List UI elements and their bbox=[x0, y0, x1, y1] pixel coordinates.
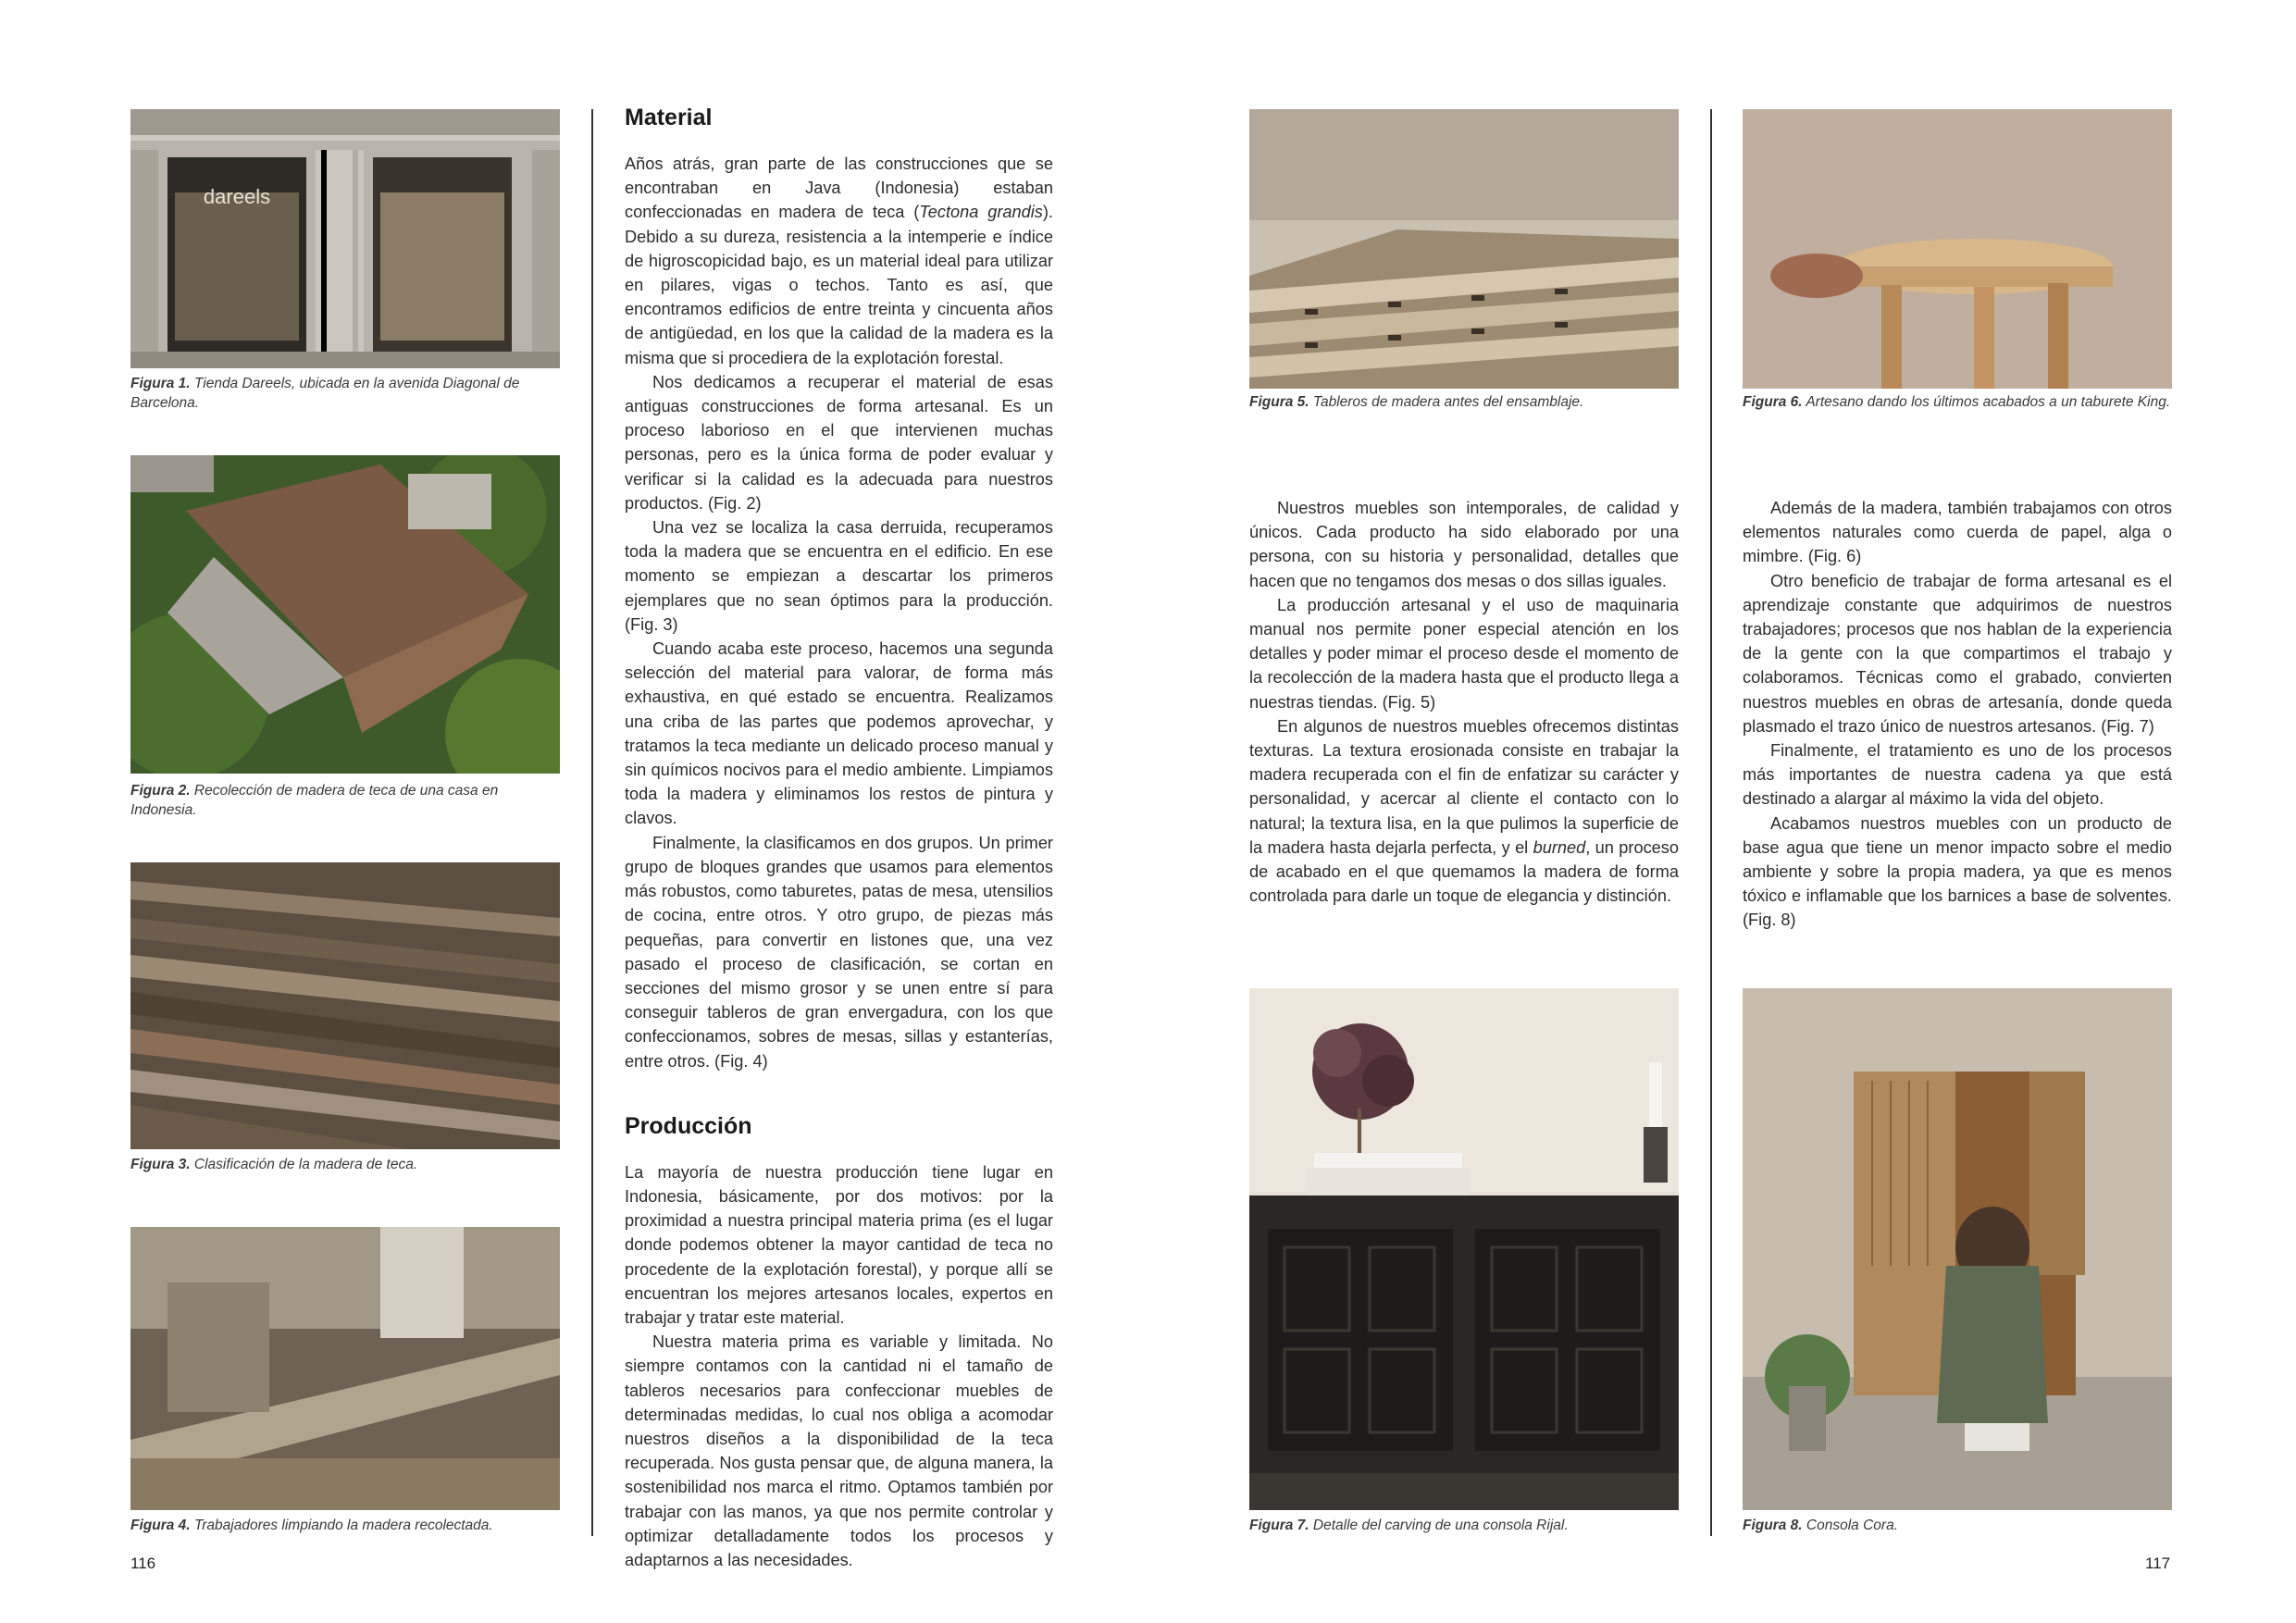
figure-7-caption: Figura 7. Detalle del carving de una consola Rijal. bbox=[1249, 1518, 1569, 1533]
figure-1-photo bbox=[130, 109, 560, 368]
produccion-heading: Producción bbox=[625, 1112, 752, 1139]
right-col2-paragraph-4: Acabamos nuestros muebles con un producto de base agua que tiene un menor impacto sobre el medio ambiente y sobre la propia madera, ya que es menos tóxico e inflamable que los barnices a base de solventes. (Fig. 8) bbox=[1743, 813, 2172, 930]
column-divider-right bbox=[1710, 109, 1712, 1536]
material-paragraph-2: Nos dedicamos a recuperar el material de esas antiguas construcciones de forma artesanal. Es un proceso laborioso en el que intervienen muchas personas, pero es la única forma de poder evaluar y verificar si la calidad es la adecuada para nuestros productos. (Fig. 2) bbox=[625, 372, 1053, 513]
right-col1-paragraph-3: En algunos de nuestros muebles ofrecemos distintas texturas. La textura erosionada consiste en trabajar la madera recuperada con el fin de enfatizar su carácter y personalidad, y acercar al cliente el contacto con lo natural; la textura lisa, en la que pulimos la superficie de la madera hasta dejarla perfecta, y el burned, un proceso de acabado en el que quemamos la madera de forma controlada para darle un toque de elegancia y distinción. bbox=[1249, 716, 1679, 906]
right-col2-paragraph-3: Finalmente, el tratamiento es uno de los procesos más importantes de nuestra cadena ya que está destinado a alargar al máximo la vida del objeto. bbox=[1743, 741, 2172, 809]
figure-6-photo bbox=[1743, 109, 2172, 389]
figure-3-photo bbox=[130, 862, 560, 1149]
figure-2-caption: Figura 2. Recolección de madera de teca de una casa en Indonesia. bbox=[130, 783, 499, 818]
figure-8-caption: Figura 8. Consola Cora. bbox=[1743, 1518, 1898, 1533]
material-column bbox=[625, 104, 1053, 1572]
figure-5-caption: Figura 5. Tableros de madera antes del ensamblaje. bbox=[1249, 394, 1584, 410]
figure-3-caption: Figura 3. Clasificación de la madera de teca. bbox=[130, 1157, 418, 1172]
right-col2-paragraph-2: Otro beneficio de trabajar de forma artesanal es el aprendizaje constante que adquirimos de nuestros trabajadores; procesos que nos hablan de la experiencia de la gente con la que compartimos el trabajo y colaboramos. Técnicas como el grabado, convierten nuestros muebles en obras de artesanía, donde queda plasmado el trazo único de nuestros artesanos. (Fig. 7) bbox=[1743, 571, 2172, 736]
right-column-1 bbox=[1249, 496, 1679, 908]
figure-8-photo bbox=[1743, 988, 2172, 1510]
material-paragraph-1: Años atrás, gran parte de las construcciones que se encontraban en Java (Indonesia) estaban confeccionadas en madera de teca (Tectona grandis). Debido a su dureza, resistencia a la intemperie e índice de higroscopicidad bajo, es un material ideal para utilizar en pilares, vigas o techos. Tanto es así, que encontramos edificios de entre treinta y cincuenta años de antigüedad, en los que la calidad de la madera es la misma que si procediera de la explotación forestal. bbox=[625, 155, 1053, 367]
figure-6-caption: Figura 6. Artesano dando los últimos acabados a un taburete King. bbox=[1743, 394, 2171, 410]
figure-7-photo bbox=[1249, 988, 1679, 1510]
right-column-2 bbox=[1743, 496, 2172, 933]
figure-4-caption: Figura 4. Trabajadores limpiando la madera recolectada. bbox=[130, 1518, 493, 1533]
material-paragraph-4: Cuando acaba este proceso, hacemos una segunda selección del material para valorar, de forma más exhaustiva, en qué estado se encuentra. Realizamos una criba de las partes que podemos aprovechar, y tratamos la teca mediante un delicado proceso manual y sin químicos nocivos para el medio ambiente. Limpiamos toda la madera y eliminamos los restos de pintura y clavos. bbox=[625, 639, 1053, 828]
material-heading: Material bbox=[625, 105, 713, 130]
page-number-left: 116 bbox=[130, 1555, 156, 1572]
material-paragraph-3: Una vez se localiza la casa derruida, recuperamos toda la madera que se encuentra en el edificio. En ese momento se empiezan a descartar los primeros ejemplares que no sean óptimos para la producción. (Fig. 3) bbox=[625, 518, 1053, 634]
material-paragraph-5: Finalmente, la clasificamos en dos grupos. Un primer grupo de bloques grandes que usamos para elementos más robustos, como taburetes, patas de mesa, utensilios de cocina, entre otros. Y otro grupo, de piezas más pequeñas, para convertir en listones que, una vez pasado el proceso de clasificación, se cortan en secciones del mismo grosor y se unen entre sí para conseguir tableros de gran envergadura, con los que confeccionamos, sobres de mesas, sillas y estanterías, entre otros. (Fig. 4) bbox=[625, 833, 1053, 1071]
page-number-right: 117 bbox=[2145, 1555, 2171, 1572]
figure-2-photo bbox=[130, 455, 560, 774]
figure-1-caption: Figura 1. Tienda Dareels, ubicada en la avenida Diagonal de Barcelona. bbox=[130, 376, 520, 411]
produccion-paragraph-2: Nuestra materia prima es variable y limitada. No siempre contamos con la cantidad ni el tamaño de tableros necesarios para confeccionar muebles de determinadas medidas, lo cual nos obliga a acomodar nuestros diseños a la disponibilidad de la teca recuperada. Nos gusta pensar que, de alguna manera, la sostenibilidad nos marca el ritmo. Optamos también por trabajar con las manos, ya que nos permite controlar y optimizar detalladamente todos los procesos y adaptarnos a las necesidades. bbox=[625, 1332, 1053, 1569]
dareels-sign: dareels bbox=[203, 185, 271, 208]
right-col2-paragraph-1: Además de la madera, también trabajamos con otros elementos naturales como cuerda de papel, alga o mimbre. (Fig. 6) bbox=[1743, 499, 2172, 566]
figure-4-photo bbox=[130, 1227, 560, 1510]
right-col1-paragraph-1: Nuestros muebles son intemporales, de calidad y únicos. Cada producto ha sido elaborado por una persona, con su historia y personalidad, detalles que hacen que no tengamos dos mesas o dos sillas iguales. bbox=[1249, 499, 1679, 590]
figure-5-photo bbox=[1249, 109, 1679, 389]
column-divider-left bbox=[591, 109, 593, 1536]
produccion-paragraph-1: La mayoría de nuestra producción tiene lugar en Indonesia, básicamente, por dos motivos: por la proximidad a nuestra principal materia prima (es el lugar donde podemos obtener la mayor cantidad de teca no procedente de la explotación forestal), y porque allí se encuentran los mejores artesanos locales, expertos en trabajar y tratar este material. bbox=[625, 1162, 1053, 1327]
right-col1-paragraph-2: La producción artesanal y el uso de maquinaria manual nos permite poner especial atención en los detalles y poder mimar el proceso desde el momento de la recolección de la madera hasta que el producto llega a nuestras tiendas. (Fig. 5) bbox=[1249, 595, 1679, 712]
